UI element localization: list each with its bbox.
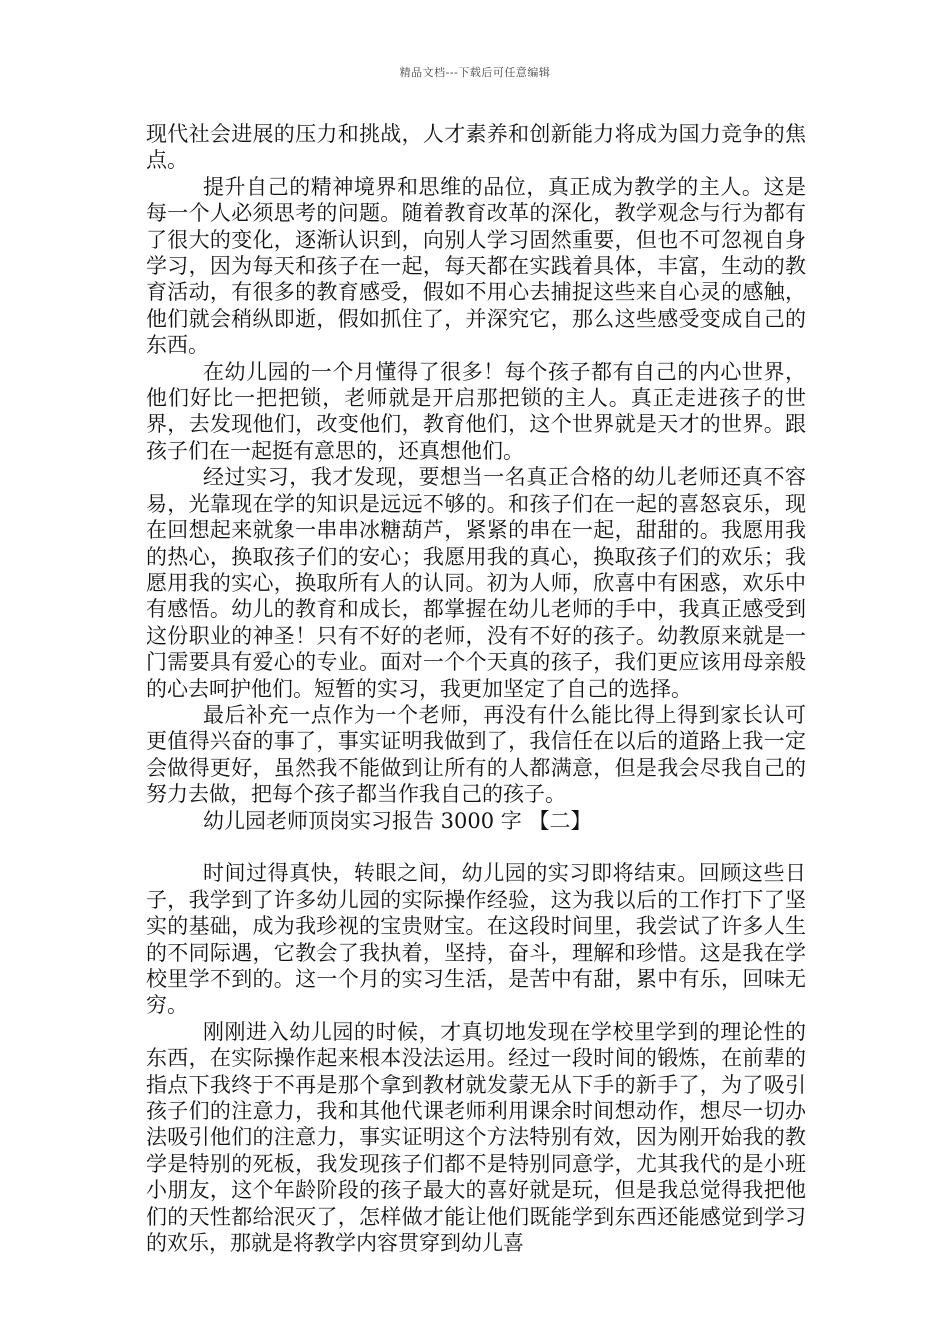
paragraph-1: 现代社会进展的压力和挑战，人才素养和创新能力将成为国力竞争的焦点。 xyxy=(146,122,806,173)
document-body xyxy=(146,121,806,1256)
paragraph-6: 时间过得真快，转眼之间，幼儿园的实习即将结束。回顾这些日子，我学到了许多幼儿园的实际操作经验，这为我以后的工作打下了坚实的基础，成为我珍视的宝贵财宝。在这段时间里，我尝试了许多人生的不同际遇，它教会了我执着，坚持，奋斗，理解和珍惜。这是我在学校里学不到的。这一个月的实习生活，是苦中有甜，累中有乐，回味无穷。 xyxy=(146,861,806,1018)
paragraph-5: 最后补充一点作为一个老师，再没有什么能比得上得到家长认可更值得兴奋的事了，事实证明我做到了，我信任在以后的道路上我一定会做得更好，虽然我不能做到让所有的人都满意，但是我会尽我自己的努力去做，把每个孩子都当作我自己的孩子。 xyxy=(146,702,806,807)
paragraph-3: 在幼儿园的一个月懂得了很多！每个孩子都有自己的内心世界，他们好比一把把锁，老师就是开启那把锁的主人。真正走进孩子的世界，去发现他们，改变他们，教育他们，这个世界就是天才的世界。跟孩子们在一起挺有意思的，还真想他们。 xyxy=(146,359,806,463)
section-title: 幼儿园老师顶岗实习报告 3000 字 【二】 xyxy=(203,808,592,833)
paragraph-4: 经过实习，我才发现，要想当一名真正合格的幼儿老师还真不容易，光靠现在学的知识是远远不够的。和孩子们在一起的喜怒哀乐，现在回想起来就象一串串冰糖葫芦，紧紧的串在一起，甜甜的。我愿用我的热心，换取孩子们的安心；我愿用我的真心，换取孩子们的欢乐；我愿用我的实心，换取所有人的认同。初为人师，欣喜中有困惑，欢乐中有感悟。幼儿的教育和成长，都掌握在幼儿老师的手中，我真正感受到这份职业的神圣！只有不好的老师，没有不好的孩子。幼教原来就是一门需要具有爱心的专业。面对一个个天真的孩子，我们更应该用母亲般的心去呵护他们。短暂的实习，我更加坚定了自己的选择。 xyxy=(146,465,806,701)
paragraph-7: 刚刚进入幼儿园的时候，才真切地发现在学校里学到的理论性的东西，在实际操作起来根本没法运用。经过一段时间的锻炼，在前辈的指点下我终于不再是那个拿到教材就发蒙无从下手的新手了，为了吸引孩子们的注意力，我和其他代课老师利用课余时间想动作，想尽一切办法吸引他们的注意力，事实证明这个方法特别有效，因为刚开始我的教学是特别的死板，我发现孩子们都不是特别同意学，尤其我代的是小班小朋友，这个年龄阶段的孩子最大的喜好就是玩，但是我总觉得我把他们的天性都给泯灭了，怎样做才能让他们既能学到东西还能感觉到学习的欢乐，那就是将教学内容贯穿到幼儿喜 xyxy=(146,1019,806,1256)
page-header: 精品文档---下载后可任意编辑 xyxy=(399,66,551,79)
blank-line xyxy=(146,834,806,860)
paragraph-2: 提升自己的精神境界和思维的品位，真正成为教学的主人。这是每一个人必须思考的问题。随着教育改革的深化，教学观念与行为都有了很大的变化，逐渐认识到，向别人学习固然重要，但也不可忽视自身学习，因为每天和孩子在一起，每天都在实践着具体，丰富，生动的教育活动，有很多的教育感受，假如不用心去捕捉这些来自心灵的感触，他们就会稍纵即逝，假如抓住了，并深究它，那么这些感受变成自己的东西。 xyxy=(146,174,806,358)
